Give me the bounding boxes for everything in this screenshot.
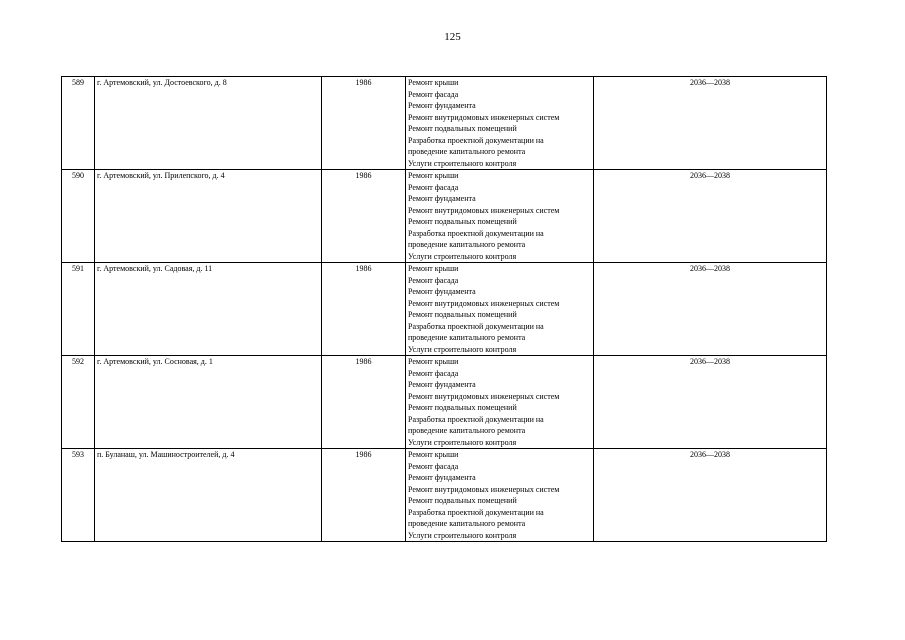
repair-work-item: Ремонт подвальных помещений	[408, 124, 517, 133]
repair-work-item: Ремонт фасада	[408, 275, 459, 285]
repair-work-item: Ремонт фундамента	[408, 380, 476, 389]
repair-work-item: Ремонт внутридомовых инженерных систем	[408, 391, 560, 401]
table-row	[62, 449, 827, 542]
repair-work-item: Ремонт подвальных помещений	[408, 496, 517, 505]
repair-works-list	[406, 449, 594, 542]
repair-work-item: Разработка проектной документации на	[408, 321, 544, 331]
repair-work-item: Ремонт фасада	[408, 182, 459, 192]
repair-work-item: Ремонт внутридомовых инженерных систем	[408, 205, 560, 215]
repair-work-item: Ремонт подвальных помещений	[408, 310, 517, 319]
repair-work-item: Ремонт фундамента	[408, 194, 476, 203]
construction-year: 1986	[322, 170, 406, 263]
repair-works-list	[406, 263, 594, 356]
repair-works-list	[406, 77, 594, 170]
repair-work-item: Услуги строительного контроля	[408, 251, 517, 261]
repair-period: 2036—2038	[594, 263, 827, 356]
repair-work-item: Ремонт внутридомовых инженерных систем	[408, 112, 560, 122]
row-number: 589	[62, 77, 95, 170]
repair-period: 2036—2038	[594, 77, 827, 170]
repair-period: 2036—2038	[594, 170, 827, 263]
repair-work-item: Ремонт крыши	[408, 450, 459, 459]
building-address: п. Буланаш, ул. Машиностроителей, д. 4	[95, 449, 322, 542]
repair-work-item: проведение капитального ремонта	[408, 333, 526, 342]
repair-work-item: Ремонт фасада	[408, 368, 459, 378]
repair-work-item: Ремонт фасада	[408, 461, 459, 471]
repair-work-item: Разработка проектной документации на	[408, 135, 544, 145]
repair-work-item: Ремонт внутридомовых инженерных систем	[408, 298, 560, 308]
repair-work-item: Ремонт фундамента	[408, 473, 476, 482]
repair-work-item: Ремонт подвальных помещений	[408, 217, 517, 226]
construction-year: 1986	[322, 263, 406, 356]
repair-works-list	[406, 170, 594, 263]
table-row	[62, 77, 827, 170]
construction-year: 1986	[322, 356, 406, 449]
building-address: г. Артемовский, ул. Прилепского, д. 4	[95, 170, 322, 263]
repair-work-item: Ремонт внутридомовых инженерных систем	[408, 484, 560, 494]
repair-work-item: Ремонт фундамента	[408, 287, 476, 296]
repair-work-item: проведение капитального ремонта	[408, 240, 526, 249]
repair-work-item: Ремонт крыши	[408, 78, 459, 87]
row-number: 592	[62, 356, 95, 449]
repair-work-item: Ремонт крыши	[408, 264, 459, 273]
repair-work-item: Ремонт крыши	[408, 171, 459, 180]
repair-work-item: Разработка проектной документации на	[408, 507, 544, 517]
construction-year: 1986	[322, 77, 406, 170]
table-body	[62, 77, 827, 542]
construction-year: 1986	[322, 449, 406, 542]
repair-work-item: Услуги строительного контроля	[408, 530, 517, 540]
housing-repair-table	[61, 76, 827, 542]
repair-period: 2036—2038	[594, 449, 827, 542]
repair-work-item: проведение капитального ремонта	[408, 519, 526, 528]
repair-work-item: Ремонт крыши	[408, 357, 459, 366]
table-row	[62, 170, 827, 263]
repair-period: 2036—2038	[594, 356, 827, 449]
repair-work-item: Разработка проектной документации на	[408, 228, 544, 238]
repair-work-item: проведение капитального ремонта	[408, 426, 526, 435]
building-address: г. Артемовский, ул. Достоевского, д. 8	[95, 77, 322, 170]
repair-work-item: Ремонт фасада	[408, 89, 459, 99]
row-number: 590	[62, 170, 95, 263]
page-number: 125	[444, 31, 461, 43]
row-number: 593	[62, 449, 95, 542]
building-address: г. Артемовский, ул. Садовая, д. 11	[95, 263, 322, 356]
building-address: г. Артемовский, ул. Сосновая, д. 1	[95, 356, 322, 449]
repair-work-item: Услуги строительного контроля	[408, 158, 517, 168]
table-row	[62, 356, 827, 449]
repair-work-item: Ремонт фундамента	[408, 101, 476, 110]
repair-works-list	[406, 356, 594, 449]
repair-work-item: Услуги строительного контроля	[408, 344, 517, 354]
row-number: 591	[62, 263, 95, 356]
table-row	[62, 263, 827, 356]
repair-work-item: Разработка проектной документации на	[408, 414, 544, 424]
repair-work-item: проведение капитального ремонта	[408, 147, 526, 156]
repair-work-item: Услуги строительного контроля	[408, 437, 517, 447]
repair-work-item: Ремонт подвальных помещений	[408, 403, 517, 412]
